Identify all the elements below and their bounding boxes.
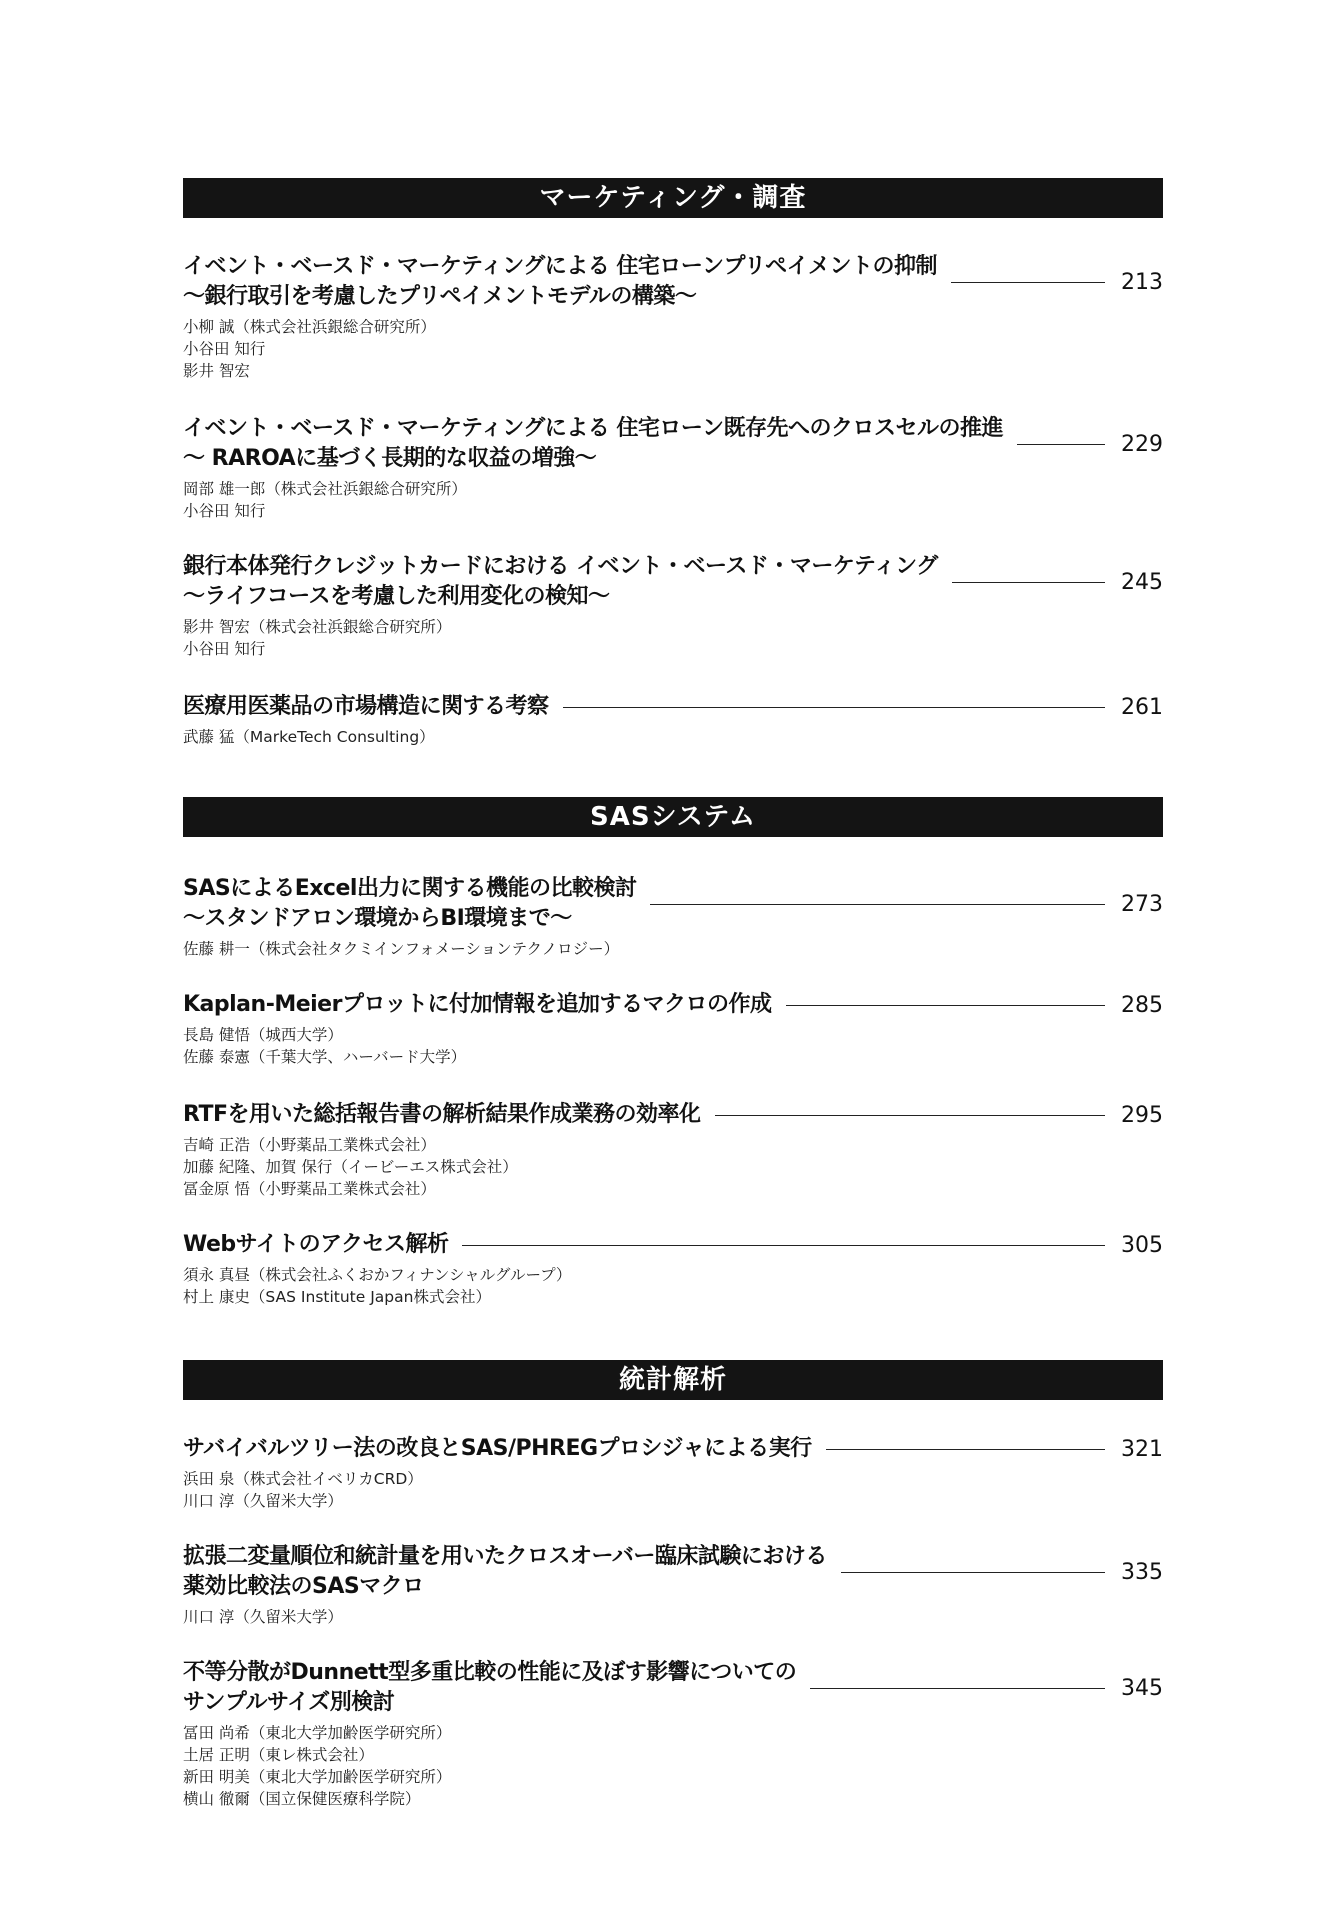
section-header-marketing: マーケティング・調査: [183, 178, 1163, 218]
authors: [183, 1264, 1163, 1308]
author: 新田 明美（東北大学加齢医学研究所）: [183, 1768, 452, 1786]
author: 川口 淳（久留米大学）: [183, 1608, 343, 1626]
authors: [183, 316, 1163, 382]
entry-subtitle: サンプルサイズ別検討: [183, 1690, 395, 1715]
leader-line: [650, 904, 1105, 905]
leader-line: [841, 1572, 1105, 1573]
leader-line: [715, 1115, 1106, 1116]
toc-entry[interactable]: [183, 1230, 1163, 1308]
page-number: 305: [1121, 1232, 1163, 1258]
toc-entry[interactable]: [183, 1434, 1163, 1512]
entry-title: イベント・ベースド・マーケティングによる 住宅ローン既存先へのクロスセルの推進: [183, 416, 1003, 441]
author: 吉崎 正浩（小野薬品工業株式会社）: [183, 1136, 436, 1154]
entry-subtitle: ～ RAROAに基づく長期的な収益の増強～: [183, 446, 597, 471]
leader-line: [462, 1245, 1105, 1246]
author: 岡部 雄一郎（株式会社浜銀総合研究所）: [183, 480, 467, 498]
entry-title: イベント・ベースド・マーケティングによる 住宅ローンプリペイメントの抑制: [183, 254, 937, 279]
toc-entry[interactable]: [183, 414, 1163, 522]
page-number: 295: [1121, 1102, 1163, 1128]
entry-title: RTFを用いた総括報告書の解析結果作成業務の効率化: [183, 1102, 701, 1127]
section-header-statistics: 統計解析: [183, 1360, 1163, 1400]
authors: [183, 478, 1163, 522]
leader-line: [786, 1005, 1105, 1006]
page-number: 261: [1121, 694, 1163, 720]
authors: [183, 1468, 1163, 1512]
leader-line: [951, 282, 1105, 283]
page-number: 335: [1121, 1559, 1163, 1585]
entry-subtitle: ～スタンドアロン環境からBI環境まで～: [183, 906, 572, 931]
page-number: 321: [1121, 1436, 1163, 1462]
entry-subtitle: ～銀行取引を考慮したプリペイメントモデルの構築～: [183, 284, 697, 309]
leader-line: [826, 1449, 1105, 1450]
entry-title: SASによるExcel出力に関する機能の比較検討: [183, 876, 637, 901]
leader-line: [563, 707, 1105, 708]
toc-entry[interactable]: [183, 692, 1163, 748]
leader-line: [1017, 444, 1105, 445]
toc-entry[interactable]: [183, 1658, 1163, 1810]
author: 冨田 尚希（東北大学加齢医学研究所）: [183, 1724, 452, 1742]
entry-title: Webサイトのアクセス解析: [183, 1232, 449, 1257]
author: 村上 康史（SAS Institute Japan株式会社）: [183, 1288, 491, 1306]
leader-line: [952, 582, 1105, 583]
entry-title: 拡張二変量順位和統計量を用いたクロスオーバー臨床試験における: [183, 1544, 827, 1569]
page-number: 229: [1121, 431, 1163, 457]
author: 川口 淳（久留米大学）: [183, 1492, 343, 1510]
entry-title: Kaplan-Meierプロットに付加情報を追加するマクロの作成: [183, 992, 772, 1017]
author: 佐藤 泰憲（千葉大学、ハーバード大学）: [183, 1048, 467, 1066]
entry-title: サバイバルツリー法の改良とSAS/PHREGプロシジャによる実行: [183, 1436, 812, 1461]
author: 横山 徹爾（国立保健医療科学院）: [183, 1790, 421, 1808]
author: 小谷田 知行: [183, 640, 266, 658]
author: 長島 健悟（城西大学）: [183, 1026, 343, 1044]
page-number: 345: [1121, 1675, 1163, 1701]
authors: [183, 1024, 1163, 1068]
authors: [183, 616, 1163, 660]
section-header-sas-system: SASシステム: [183, 797, 1163, 837]
entry-title: 医療用医薬品の市場構造に関する考察: [183, 694, 549, 719]
toc-entry[interactable]: [183, 552, 1163, 660]
page-number: 213: [1121, 269, 1163, 295]
toc-entry[interactable]: [183, 1100, 1163, 1200]
authors: [183, 1606, 1163, 1628]
author: 影井 智宏: [183, 362, 250, 380]
authors: [183, 938, 1163, 960]
toc-entry[interactable]: [183, 252, 1163, 382]
author: 小谷田 知行: [183, 340, 266, 358]
toc-entry[interactable]: [183, 874, 1163, 960]
author: 小谷田 知行: [183, 502, 266, 520]
author: 浜田 泉（株式会社イベリカCRD）: [183, 1470, 423, 1488]
author: 小柳 誠（株式会社浜銀総合研究所）: [183, 318, 436, 336]
author: 加藤 紀隆、加賀 保行（イービーエス株式会社）: [183, 1158, 518, 1176]
page-number: 273: [1121, 891, 1163, 917]
authors: [183, 1722, 1163, 1810]
entry-subtitle: ～ライフコースを考慮した利用変化の検知～: [183, 584, 610, 609]
toc-entry[interactable]: [183, 1542, 1163, 1628]
author: 武藤 猛（MarkeTech Consulting）: [183, 728, 435, 746]
author: 冨金原 悟（小野薬品工業株式会社）: [183, 1180, 436, 1198]
entry-title: 銀行本体発行クレジットカードにおける イベント・ベースド・マーケティング: [183, 554, 938, 579]
toc-entry[interactable]: [183, 990, 1163, 1068]
entry-title: 不等分散がDunnett型多重比較の性能に及ぼす影響についての: [183, 1660, 797, 1685]
author: 土居 正明（東レ株式会社）: [183, 1746, 374, 1764]
author: 須永 真昼（株式会社ふくおかフィナンシャルグループ）: [183, 1266, 572, 1284]
page-number: 245: [1121, 569, 1163, 595]
leader-line: [810, 1688, 1105, 1689]
author: 影井 智宏（株式会社浜銀総合研究所）: [183, 618, 452, 636]
authors: [183, 1134, 1163, 1200]
authors: [183, 726, 1163, 748]
page-number: 285: [1121, 992, 1163, 1018]
author: 佐藤 耕一（株式会社タクミインフォメーションテクノロジー）: [183, 940, 620, 958]
entry-subtitle: 薬効比較法のSASマクロ: [183, 1574, 424, 1599]
